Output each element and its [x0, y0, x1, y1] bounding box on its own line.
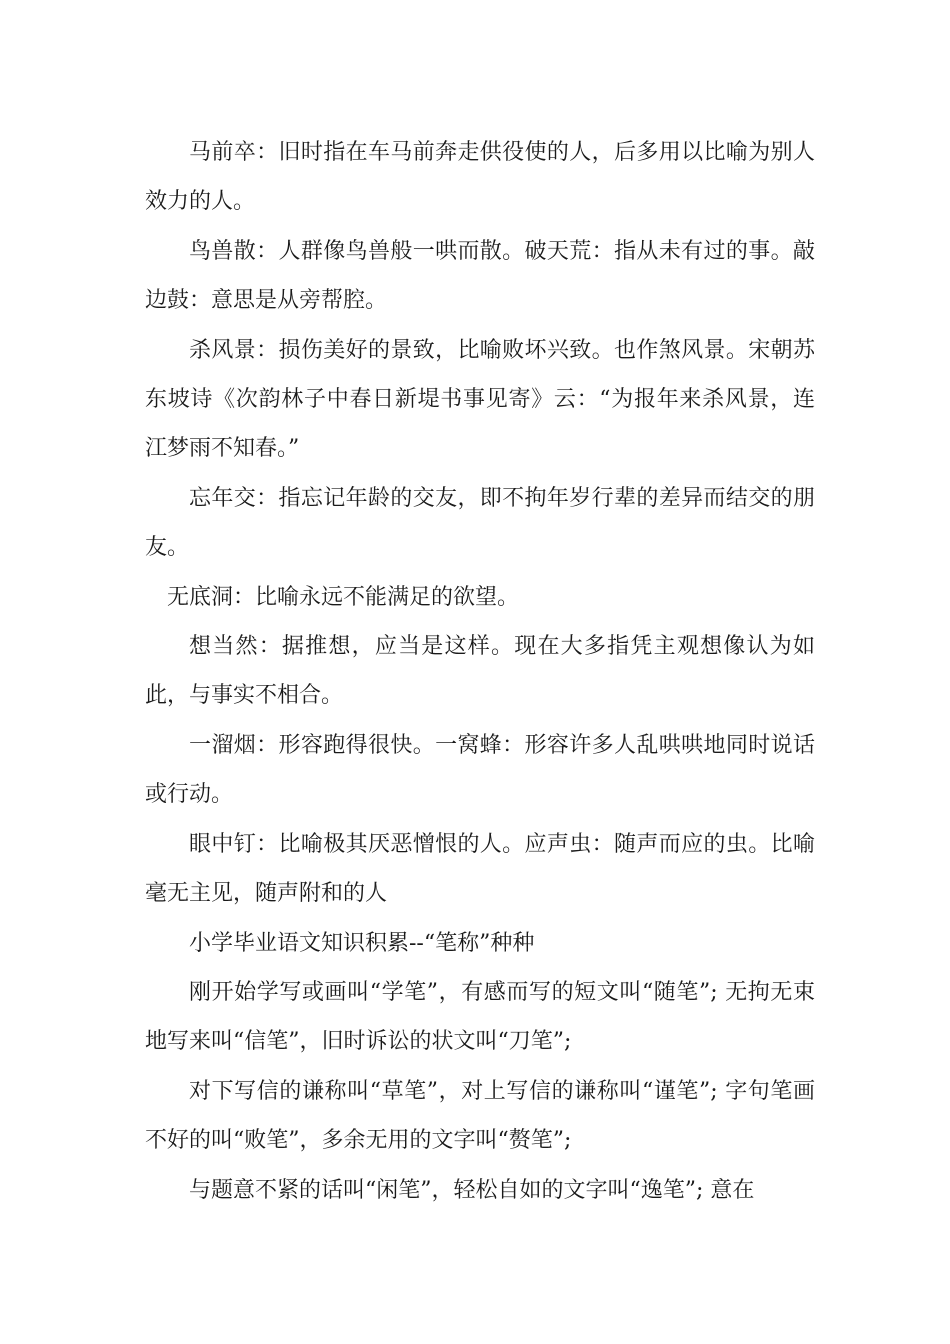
paragraph-niao-shou-san: 鸟兽散：人群像鸟兽般一哄而散。破天荒：指从未有过的事。敲边鼓：意思是从旁帮腔。: [145, 238, 815, 314]
paragraph-wu-di-dong: 无底洞：比喻永远不能满足的欲望。: [167, 584, 520, 610]
section-heading-bi-cheng: 小学毕业语文知识积累--“笔称”种种: [189, 930, 535, 956]
paragraph-yi-liu-yan: 一溜烟：形容跑得很快。一窝蜂：形容许多人乱哄哄地同时说话或行动。: [145, 732, 815, 808]
paragraph-ma-qian-zu: 马前卒：旧时指在车马前奔走供役使的人，后多用以比喻为别人效力的人。: [145, 140, 815, 215]
document-body: [145, 128, 815, 1215]
paragraph-sha-feng-jing: 杀风景：损伤美好的景致，比喻败坏兴致。也作煞风景。宋朝苏东坡诗《次韵林子中春日新堤书事见寄》云：“为报年来杀风景，连江梦雨不知春。”: [145, 337, 815, 462]
paragraph-wang-nian-jiao: 忘年交：指忘记年龄的交友，即不拘年岁行辈的差异而结交的朋友。: [145, 485, 815, 561]
paragraph-xue-bi: 刚开始学写或画叫“学笔”，有感而写的短文叫“随笔”; 无拘无束地写来叫“信笔”，旧时诉讼的状文叫“刀笔”;: [145, 979, 815, 1055]
paragraph-yan-zhong-ding: 眼中钉：比喻极其厌恶憎恨的人。应声虫：随声而应的虫。比喻毫无主见，随声附和的人: [145, 831, 815, 907]
paragraph-cao-bi: 对下写信的谦称叫“草笔”，对上写信的谦称叫“谨笔”; 字句笔画不好的叫“败笔”，多余无用的文字叫“赘笔”;: [145, 1078, 815, 1154]
paragraph-xiang-dang-ran: 想当然：据推想，应当是这样。现在大多指凭主观想像认为如此，与事实不相合。: [145, 634, 815, 709]
paragraph-xian-bi: 与题意不紧的话叫“闲笔”，轻松自如的文字叫“逸笔”; 意在: [189, 1177, 755, 1203]
